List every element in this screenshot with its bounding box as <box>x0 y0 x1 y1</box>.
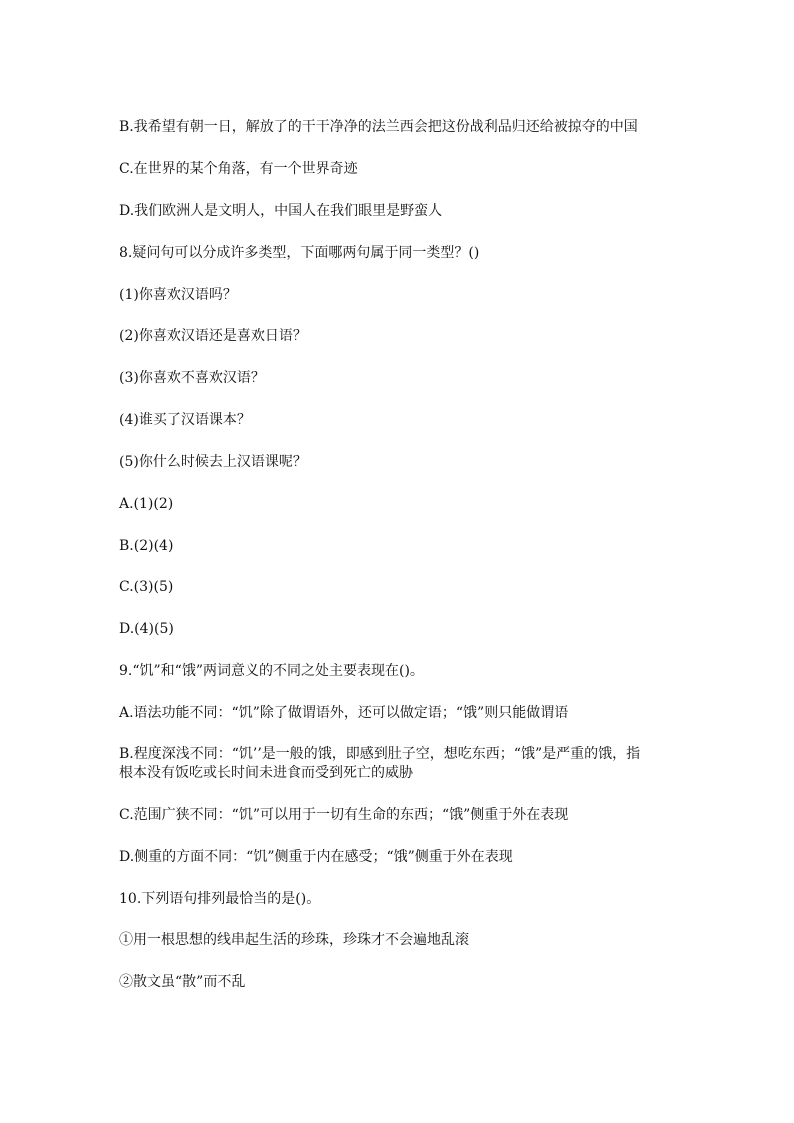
q8-sentence-3: (3)你喜欢不喜欢汉语？ <box>119 370 265 386</box>
q9-option-d: D.侧重的方面不同：“饥”侧重于内在感受；“饿”侧重于外在表现 <box>119 849 513 865</box>
q10-sentence-1: ①用一根思想的线串起生活的珍珠，珍珠才不会遍地乱滚 <box>119 932 469 948</box>
q8-option-d: D.(4)(5) <box>119 621 174 637</box>
q8-sentence-4: (4)谁买了汉语课本？ <box>119 412 251 428</box>
q8-sentence-2: (2)你喜欢汉语还是喜欢日语？ <box>119 328 307 344</box>
question-9-stem: 9.“饥”和“饿”两词意义的不同之处主要表现在()。 <box>119 663 424 679</box>
q9-option-c: C.范围广狭不同：“饥”可以用于一切有生命的东西；“饿”侧重于外在表现 <box>119 807 569 823</box>
q8-option-c: C.(3)(5) <box>119 579 174 595</box>
question-10-stem: 10.下列语句排列最恰当的是()。 <box>119 891 321 907</box>
question-8-stem: 8.疑问句可以分成许多类型，下面哪两句属于同一类型？() <box>119 245 480 261</box>
q9-option-b-line-1: B.程度深浅不同：“饥’’是一般的饿，即感到肚子空，想吃东西；“饿”是严重的饿，指 <box>119 746 641 762</box>
q9-option-a: A.语法功能不同：“饥”除了做谓语外，还可以做定语；“饿”则只能做谓语 <box>119 705 569 721</box>
q8-sentence-1: (1)你喜欢汉语吗？ <box>119 287 237 303</box>
q7-option-c: C.在世界的某个角落，有一个世界奇迹 <box>119 161 358 177</box>
q7-option-b: B.我希望有朝一日，解放了的干干净净的法兰西会把这份战利品归还给被掠夺的中国 <box>119 119 638 135</box>
q8-option-b: B.(2)(4) <box>119 538 174 554</box>
q8-option-a: A.(1)(2) <box>119 496 174 512</box>
q9-option-b-line-2: 根本没有饭吃或长时间未进食而受到死亡的威胁 <box>119 765 413 781</box>
q7-option-d: D.我们欧洲人是文明人，中国人在我们眼里是野蛮人 <box>119 203 443 219</box>
q10-sentence-2: ②散文虽“散”而不乱 <box>119 974 246 990</box>
q8-sentence-5: (5)你什么时候去上汉语课呢？ <box>119 454 307 470</box>
